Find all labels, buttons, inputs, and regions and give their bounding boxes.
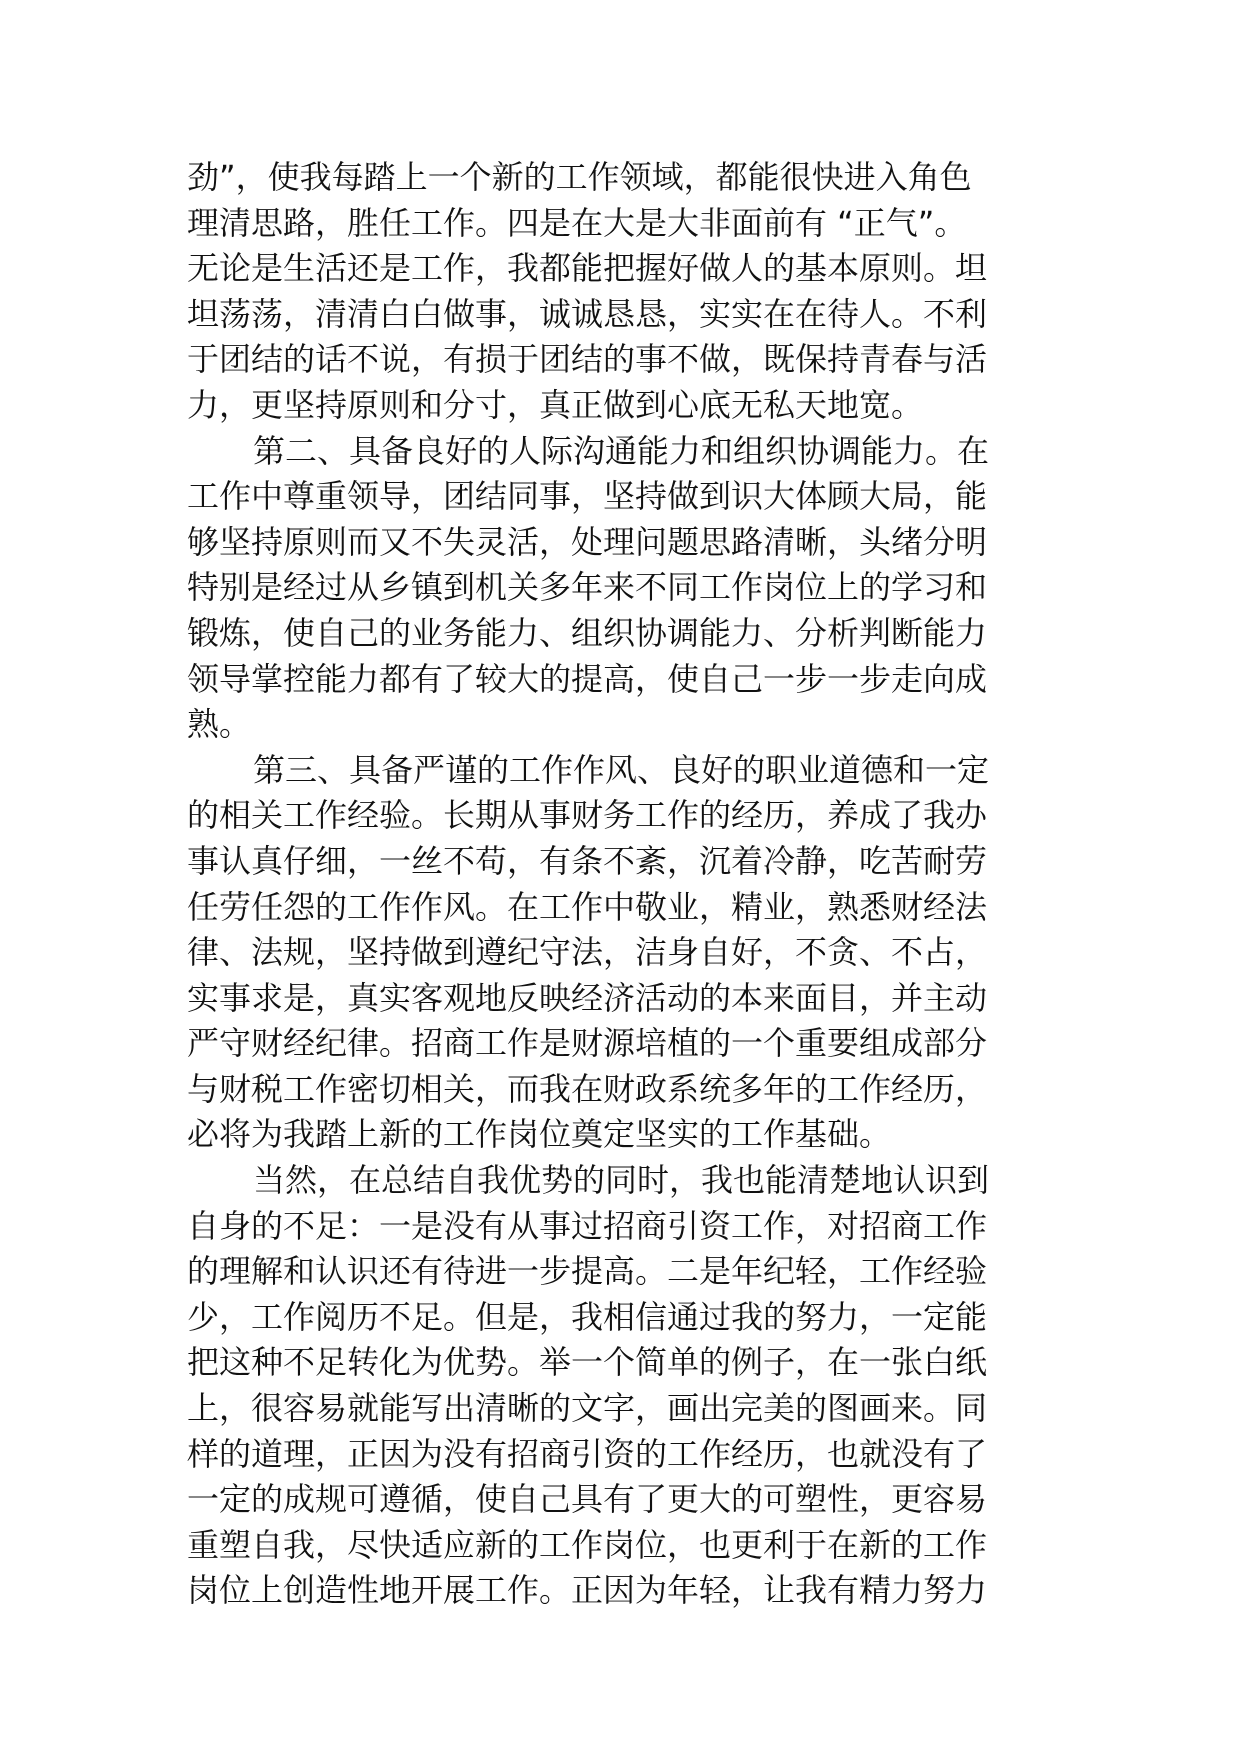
text-line: 把这种不足转化为优势。举一个简单的例子，在一张白纸 <box>187 1343 988 1382</box>
text-line: 特别是经过从乡镇到机关多年来不同工作岗位上的学习和 <box>187 568 988 607</box>
text-line: 样的道理，正因为没有招商引资的工作经历，也就没有了 <box>187 1434 988 1473</box>
text-line: 上，很容易就能写出清晰的文字，画出完美的图画来。同 <box>187 1389 988 1428</box>
text-line: 与财税工作密切相关，而我在财政系统多年的工作经历， <box>187 1069 988 1108</box>
text-line: 领导掌控能力都有了较大的提高，使自己一步一步走向成 <box>187 659 988 698</box>
paragraph-first-line: 当然，在总结自我优势的同时，我也能清楚地认识到 <box>253 1161 990 1200</box>
text-line: 严守财经纪律。招商工作是财源培植的一个重要组成部分 <box>187 1024 988 1063</box>
text-line: 无论是生活还是工作，我都能把握好做人的基本原则。坦 <box>187 249 988 288</box>
text-line: 于团结的话不说，有损于团结的事不做，既保持青春与活 <box>187 340 988 379</box>
text-line: 的相关工作经验。长期从事财务工作的经历，养成了我办 <box>187 796 988 835</box>
text-line: 的理解和认识还有待进一步提高。二是年纪轻，工作经验 <box>187 1252 988 1291</box>
text-line: 理清思路，胜任工作。四是在大是大非面前有 “正气”。 <box>187 203 967 242</box>
text-line: 律、法规，坚持做到遵纪守法，洁身自好，不贪、不占， <box>187 933 988 972</box>
paragraph-first-line: 第二、具备良好的人际沟通能力和组织协调能力。在 <box>253 431 990 470</box>
body-text <box>187 155 1057 1614</box>
text-line: 一定的成规可遵循，使自己具有了更大的可塑性，更容易 <box>187 1480 988 1519</box>
text-line: 坦荡荡，清清白白做事，诚诚恳恳，实实在在待人。不利 <box>187 294 988 333</box>
text-line: 锻炼，使自己的业务能力、组织协调能力、分析判断能力 <box>187 613 988 652</box>
text-line: 岗位上创造性地开展工作。正因为年轻，让我有精力努力 <box>187 1571 988 1610</box>
text-line: 工作中尊重领导，团结同事，坚持做到识大体顾大局，能 <box>187 477 988 516</box>
text-line: 力，更坚持原则和分寸，真正做到心底无私天地宽。 <box>187 385 924 424</box>
text-line: 熟。 <box>187 705 252 744</box>
text-line: 劲”，使我每踏上一个新的工作领域，都能很快进入角色 <box>187 158 972 196</box>
text-line: 任劳任怨的工作作风。在工作中敬业，精业，熟悉财经法 <box>187 887 988 926</box>
text-line: 够坚持原则而又不失灵活，处理问题思路清晰，头绪分明 <box>187 522 988 561</box>
text-line: 必将为我踏上新的工作岗位奠定坚实的工作基础。 <box>187 1115 892 1154</box>
paragraph-first-line: 第三、具备严谨的工作作风、良好的职业道德和一定 <box>253 750 990 789</box>
text-line: 事认真仔细，一丝不苟，有条不紊，沉着冷静，吃苦耐劳 <box>187 841 988 880</box>
text-line: 重塑自我，尽快适应新的工作岗位，也更利于在新的工作 <box>187 1525 988 1564</box>
text-line: 少，工作阅历不足。但是，我相信通过我的努力，一定能 <box>187 1297 988 1336</box>
text-line: 自身的不足：一是没有从事过招商引资工作，对招商工作 <box>187 1206 988 1245</box>
text-line: 实事求是，真实客观地反映经济活动的本来面目，并主动 <box>187 978 988 1017</box>
